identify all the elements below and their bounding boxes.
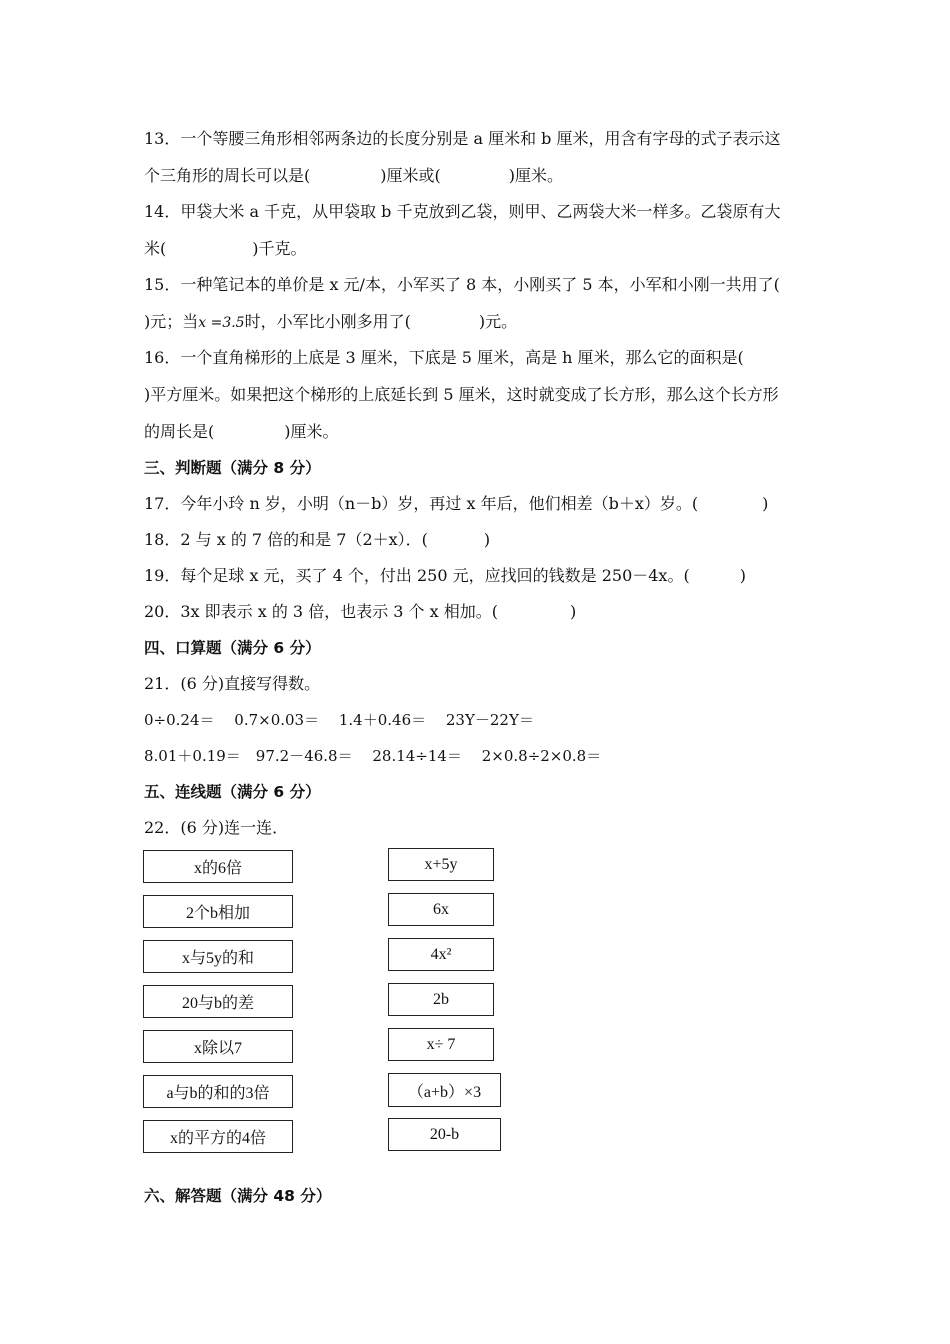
q14-text-a: 米( [144, 239, 167, 258]
match-right-7[interactable]: 20-b [388, 1118, 501, 1151]
section-6-heading: 六、解答题（满分 48 分） [144, 1187, 332, 1205]
match-right-1[interactable]: x+5y [388, 848, 494, 881]
q18-text: 18．2 与 x 的 7 倍的和是 7（2＋x）．( [144, 530, 428, 549]
section-4-heading: 四、口算题（满分 6 分） [144, 639, 321, 657]
q18-close: ) [483, 530, 491, 549]
match-right-3[interactable]: 4x² [388, 938, 494, 971]
q17-close: ) [762, 494, 769, 513]
q15-math: x =3.5 [198, 315, 245, 331]
q19-text: 19．每个足球 x 元，买了 4 个，付出 250 元，应找回的钱数是 250－4x。( [144, 566, 690, 585]
q15-text-a: )元；当 [144, 312, 199, 331]
q13-text-c: )厘米。 [508, 166, 563, 185]
q14-line1: 14．甲袋大米 a 千克，从甲袋取 b 千克放到乙袋，则甲、乙两袋大米一样多。乙袋原有大 [144, 202, 781, 221]
q20 [144, 602, 576, 622]
match-right-2[interactable]: 6x [388, 893, 494, 926]
q17-text: 17．今年小玲 n 岁，小明（n－b）岁，再过 x 年后，他们相差（b＋x）岁。( [144, 494, 699, 513]
match-right-4[interactable]: 2b [388, 983, 494, 1016]
match-right-6[interactable]: （a+b）×3 [388, 1073, 501, 1107]
q13-text-a: 个三角形的周长可以是( [144, 166, 311, 185]
q16-line3 [144, 422, 339, 442]
match-left-2[interactable]: 2个b相加 [143, 895, 293, 928]
q14-line2 [144, 239, 307, 259]
q14-text-b: )千克。 [252, 239, 307, 258]
q13-line1: 13．一个等腰三角形相邻两条边的长度分别是 a 厘米和 b 厘米，用含有字母的式子表示这 [144, 129, 781, 148]
match-left-6[interactable]: a与b的和的3倍 [143, 1075, 293, 1108]
match-left-7[interactable]: x的平方的4倍 [143, 1120, 293, 1153]
section-5-heading: 五、连线题（满分 6 分） [144, 783, 321, 801]
q13-text-b: )厘米或( [380, 166, 441, 185]
q15-text-b: 时，小军比小刚多用了( [244, 312, 411, 331]
q21-row2: 8.01＋0.19＝ 97.2－46.8＝ 28.14÷14＝ 2×0.8÷2×0.8＝ [144, 747, 602, 765]
q15-line2 [144, 312, 517, 333]
match-left-1[interactable]: x的6倍 [143, 850, 293, 883]
match-left-4[interactable]: 20与b的差 [143, 985, 293, 1018]
q19-close: ) [739, 566, 746, 585]
q20-close: ) [570, 602, 577, 621]
q21-row1: 0÷0.24＝ 0.7×0.03＝ 1.4＋0.46＝ 23Y－22Y＝ [144, 711, 534, 729]
match-left-3[interactable]: x与5y的和 [143, 940, 293, 973]
q22-text: 22．(6 分)连一连． [144, 818, 289, 837]
q17 [144, 494, 768, 514]
q16-text-a: 的周长是( [144, 422, 215, 441]
q16-line1: 16．一个直角梯形的上底是 3 厘米，下底是 5 厘米，高是 h 厘米，那么它的面积是( [144, 348, 744, 367]
q16-line2: )平方厘米。如果把这个梯形的上底延长到 5 厘米，这时就变成了长方形，那么这个长方形 [144, 385, 779, 404]
match-left-5[interactable]: x除以7 [143, 1030, 293, 1063]
q15-line1: 15．一种笔记本的单价是 x 元/本，小军买了 8 本，小刚买了 5 本，小军和小刚一共用了( [144, 275, 780, 294]
q16-text-b: )厘米。 [284, 422, 339, 441]
q15-text-c: )元。 [478, 312, 518, 331]
q13-line2 [144, 166, 563, 186]
match-right-5[interactable]: x÷ 7 [388, 1028, 494, 1061]
section-3-heading: 三、判断题（满分 8 分） [144, 459, 321, 477]
q18 [144, 530, 490, 550]
q20-text: 20．3x 即表示 x 的 3 倍，也表示 3 个 x 相加。( [144, 602, 498, 621]
q21-text: 21．(6 分)直接写得数。 [144, 674, 321, 693]
q19 [144, 566, 746, 586]
